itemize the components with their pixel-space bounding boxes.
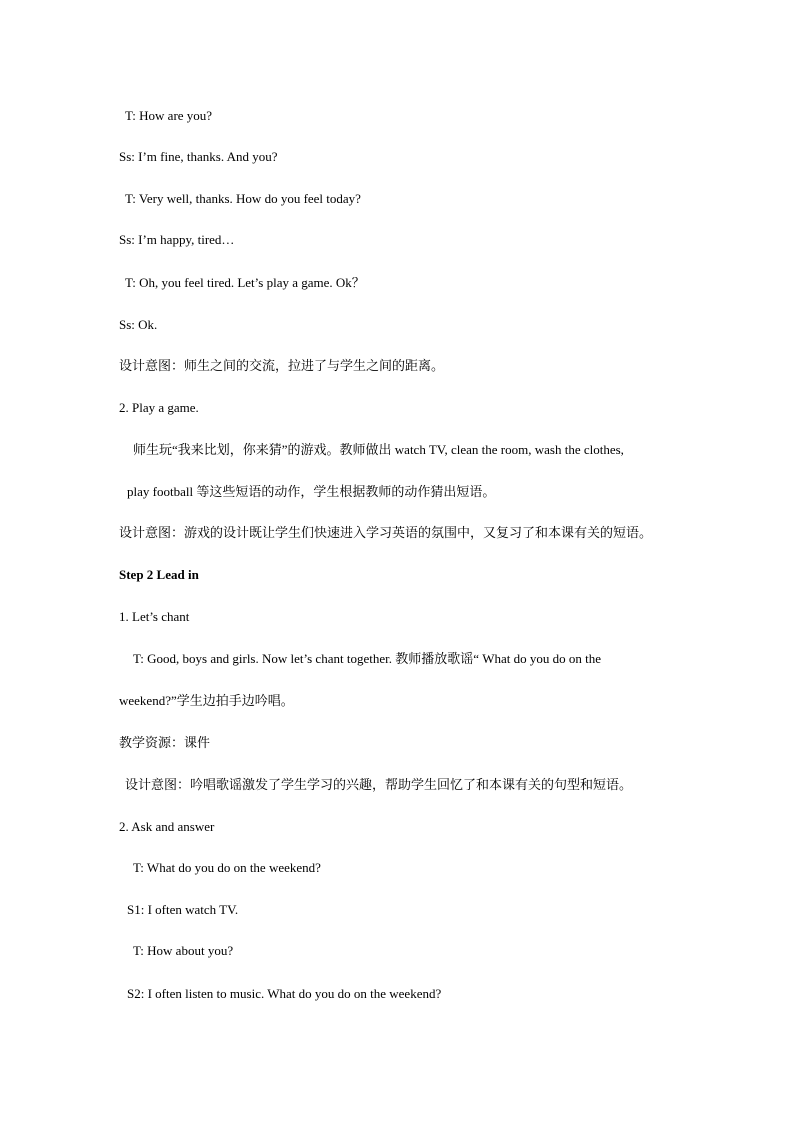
body-paragraph: T: Good, boys and girls. Now let’s chant together. 教师播放歌谣“ What do you do on the <box>133 651 602 666</box>
dialogue-line: T: Oh, you feel tired. Let’s play a game. Ok？ <box>125 275 365 290</box>
dialogue-line: S2: I often listen to music. What do you do on the weekend? <box>127 986 442 1001</box>
step-heading: Step 2 Lead in <box>119 567 199 582</box>
body-paragraph: 师生玩“我来比划，你来猜”的游戏。教师做出 watch TV, clean the room, wash the clothes, <box>133 442 624 457</box>
dialogue-line: S1: I often watch TV. <box>127 902 239 917</box>
dialogue-line: T: What do you do on the weekend? <box>133 860 321 875</box>
dialogue-line: T: Very well, thanks. How do you feel today? <box>125 191 361 206</box>
body-paragraph: weekend?”学生边拍手边吟唱。 <box>119 693 294 708</box>
dialogue-line: Ss: I’m happy, tired… <box>119 232 235 247</box>
body-paragraph: play football 等这些短语的动作，学生根据教师的动作猜出短语。 <box>127 484 496 499</box>
activity-heading: 2. Play a game. <box>119 400 199 415</box>
design-intent-note: 设计意图：游戏的设计既让学生们快速进入学习英语的氛围中，又复习了和本课有关的短语。 <box>119 525 653 540</box>
dialogue-line: Ss: I’m fine, thanks. And you? <box>119 149 278 164</box>
design-intent-note: 设计意图：师生之间的交流，拉进了与学生之间的距离。 <box>119 358 445 373</box>
activity-heading: 2. Ask and answer <box>119 819 215 834</box>
teaching-resource-note: 教学资源：课件 <box>119 735 211 750</box>
dialogue-line: T: How about you? <box>133 943 234 958</box>
activity-heading: 1. Let’s chant <box>119 609 190 624</box>
dialogue-line: Ss: Ok. <box>119 317 158 332</box>
design-intent-note: 设计意图：吟唱歌谣激发了学生学习的兴趣，帮助学生回忆了和本课有关的句型和短语。 <box>125 777 633 792</box>
dialogue-line: T: How are you? <box>125 108 213 123</box>
